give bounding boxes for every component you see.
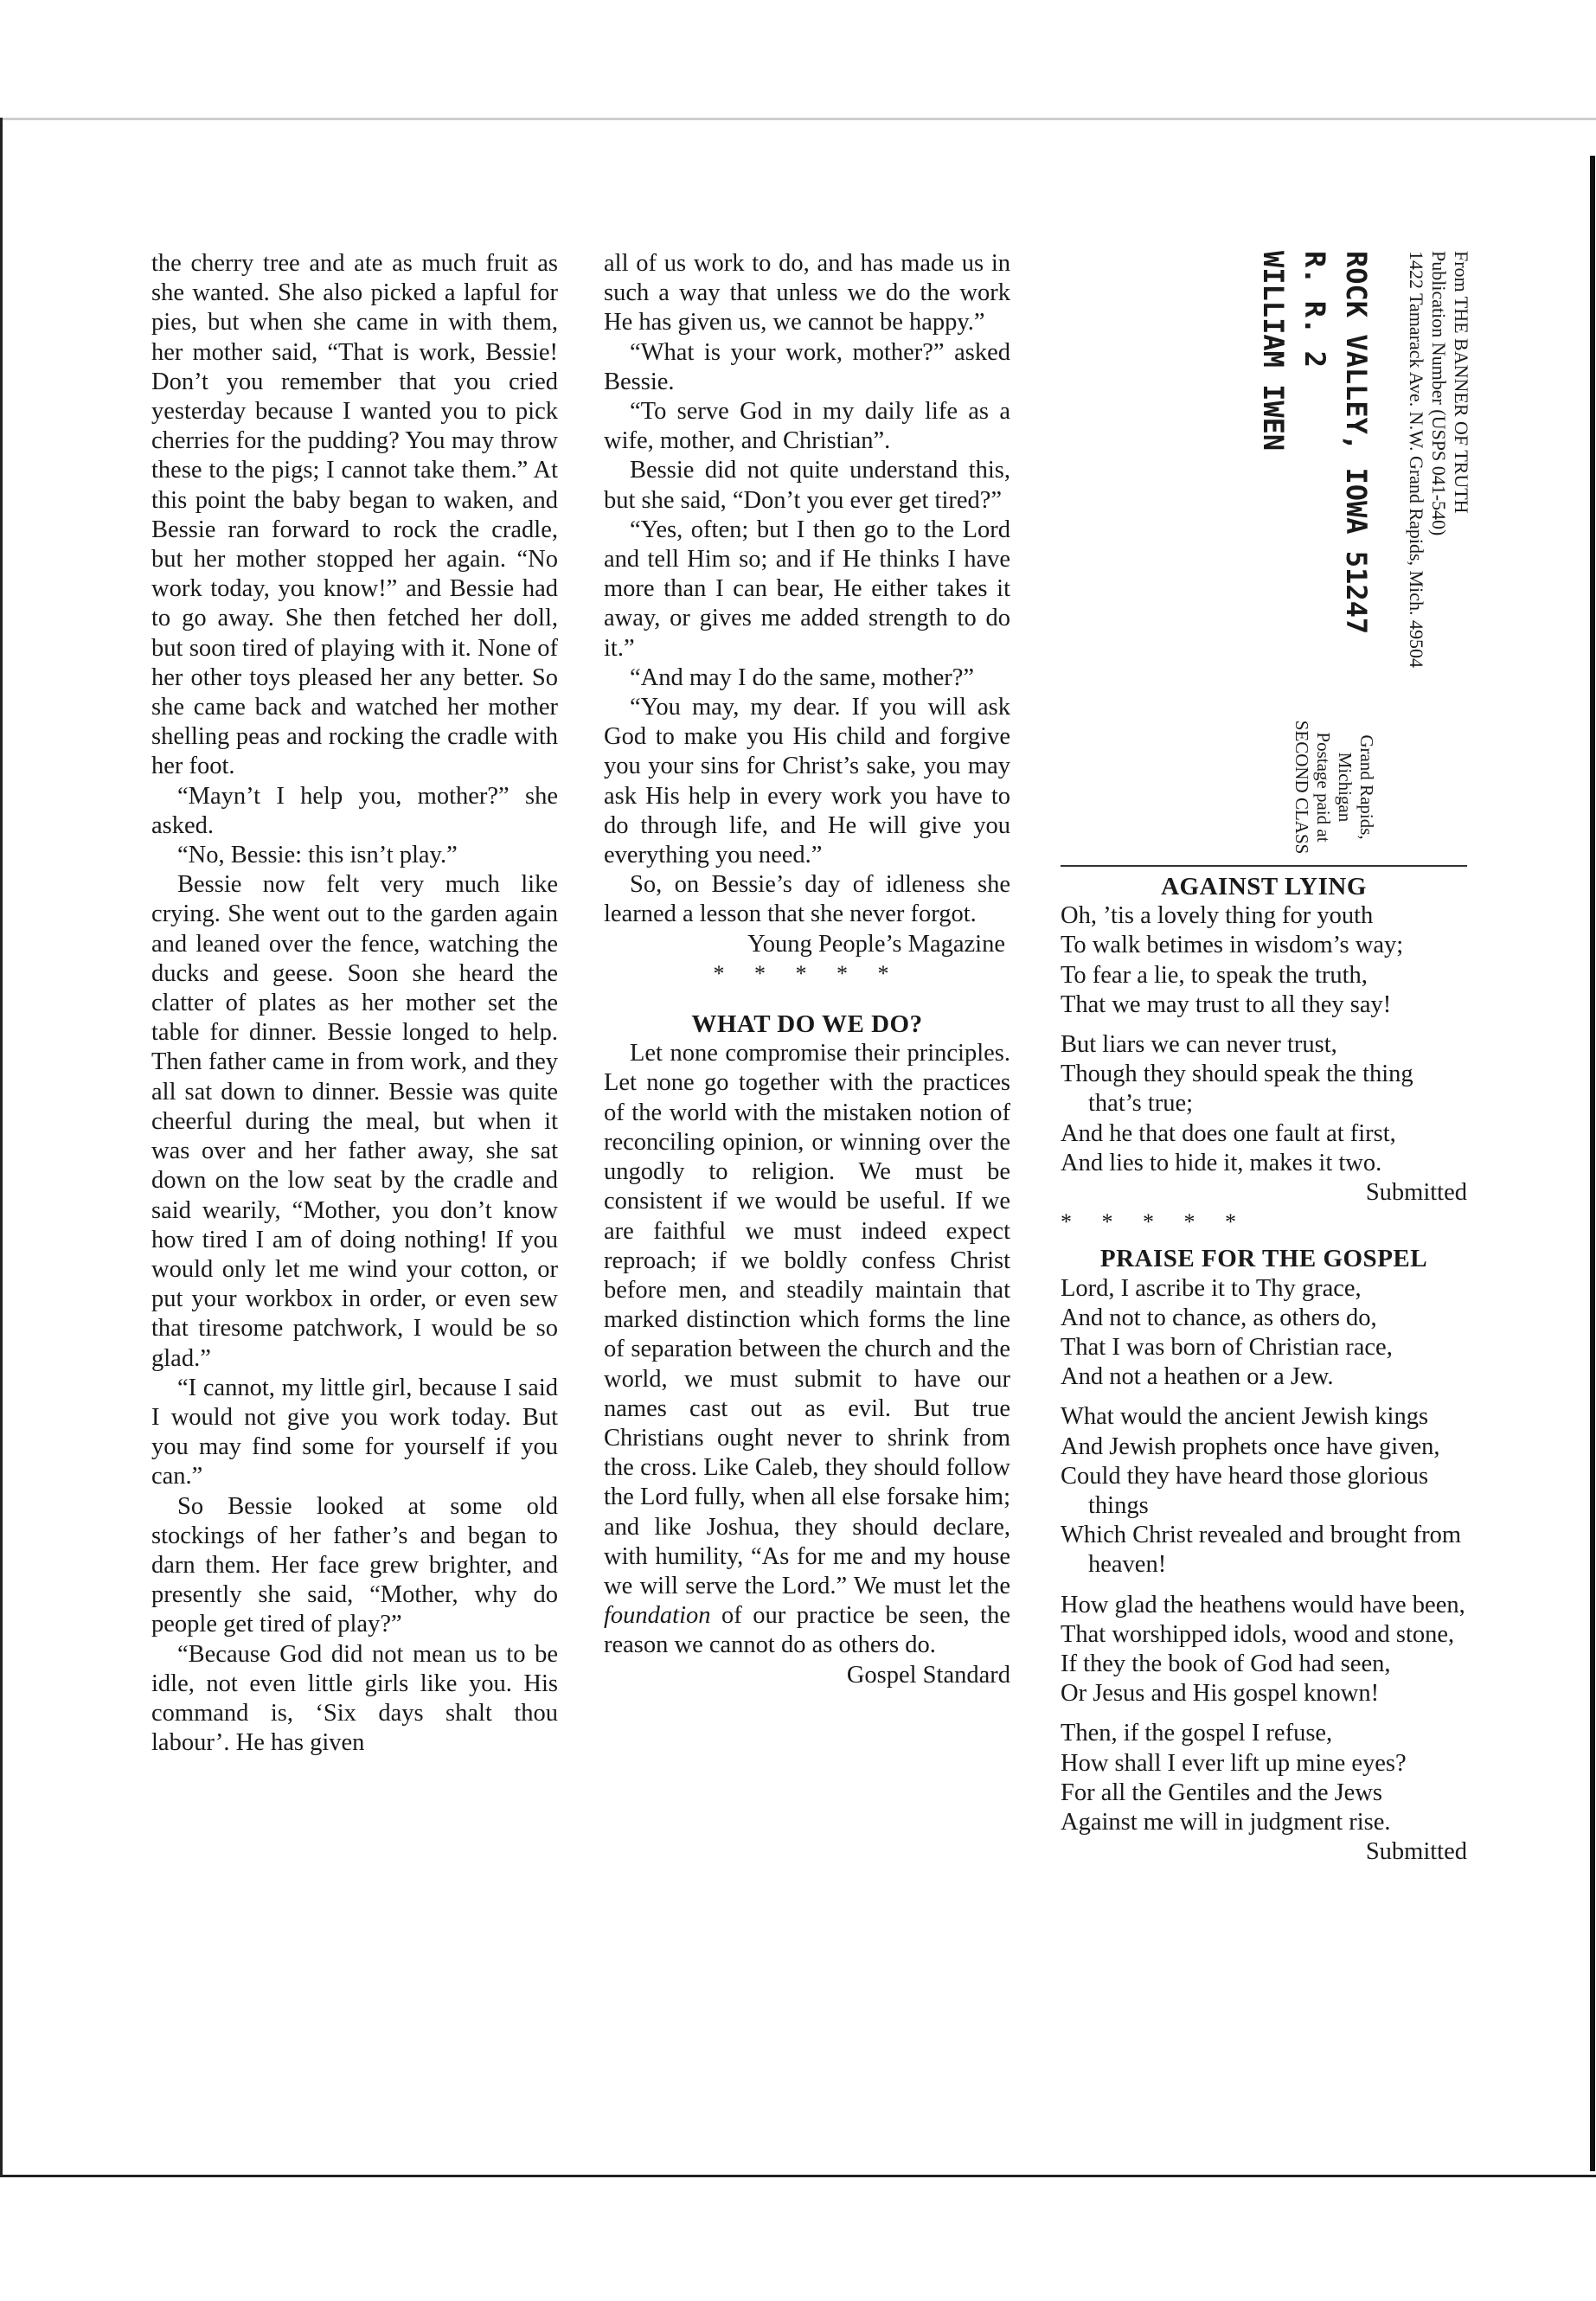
story-paragraph: “To serve God in my daily life as a wife, mother, and Christian”. [604,398,1010,455]
mailing-label [1074,251,1472,855]
poem-stanza: Oh, ’tis a lovely thing for youth To walk betimes in wisdom’s way; To fear a lie, to speak the truth, That we may trust to all they say! [1061,902,1404,1018]
story-paragraph: the cherry tree and ate as much fruit as she wanted. She also picked a lapful for pies, but when she came in with them, her mother said, “That is work, Bessie! Don’t you remember that you cried yesterday because I wanted you to pick cherries for the pudding? You may throw these to the pigs; I cannot take them.” At this point the baby began to waken, and Bessie ran forward to rock the cradle, but her mother stopped her again. “No work today, you know!” and Bessie had to go away. She then fetched her doll, but soon tired of playing with it. None of her other toys pleased her any better. So she came back and watched her mother shelling peas and rocking the cradle with her foot. [151,250,558,780]
poem-column [1061,872,1467,1868]
article-body: Let none compromise their principles. Let none go together with the practices of the world with the mistaken notion of reconciling opinion, or winning over the ungodly to religion. We must be consistent if we would be useful. If we are faithful we must indeed expect reproach; if we boldly confess Christ before men, and steadily maintain that marked distinction which forms the line of separation between the church and the world, we must submit to have our names cast out as evil. But true Christians ought never to shrink from the cross. Like Caleb, they should follow the Lord fully, when all else forsake him; and like Joshua, they should declare, with humility, “As for me and my house we will serve the Lord.” We must let the foundation of our practice be seen, the reason we cannot do as others do. [604,1040,1010,1659]
story-paragraph: “I cannot, my little girl, because I said I would not give you work today. But you may find some for yourself if you can.” [151,1374,558,1490]
poem-stanza: What would the ancient Jewish kings And Jewish prophets once have given, Could they have heard those glorious things Which Christ revealed and brought from heaven! [1061,1403,1461,1579]
story-paragraph: “You may, my dear. If you will ask God to make you His child and forgive you your sins for Christ’s sake, you may ask His help in every work you have to do through life, and He will give you everything you need.” [604,694,1010,869]
page-right-edge [1590,156,1595,2171]
story-source: Young People’s Magazine [747,930,1005,958]
story-paragraph: So Bessie looked at some old stockings of her father’s and began to darn them. Her face grew brighter, and presently she said, “Mother, why do people get tired of play?” [151,1492,558,1638]
poem-title-against-lying: AGAINST LYING [1161,873,1367,901]
story-column-1 [151,249,558,1758]
poem-title-praise-gospel: PRAISE FOR THE GOSPEL [1099,1245,1428,1273]
poem-stanza: Then, if the gospel I refuse, How shall I ever lift up mine eyes? For all the Gentiles and the Jews Against me will in judgment rise. [1061,1720,1407,1836]
article-heading: WHAT DO WE DO? [691,1010,923,1039]
story-paragraph: “No, Bessie: this isn’t play.” [177,842,458,869]
recipient-address [1253,251,1377,701]
story-paragraph: Bessie did not quite understand this, but she said, “Don’t you ever get tired?” [604,457,1010,514]
recipient-name: WILLIAM IWEN [1257,251,1290,452]
poem-source: Submitted [1365,1179,1467,1207]
page-bottom-edge [0,2175,1596,2177]
story-paragraph: “Mayn’t I help you, mother?” she asked. [151,782,558,839]
story-paragraph: Bessie now felt very much like crying. She went out to the garden again and leaned over the fence, watching the ducks and geese. Soon she heard the clatter of plates as her mother set the table for dinner. Bessie longed to help. Then father came in from work, and they all sat down to dinner. Bessie was quite cheerful during the meal, but when it was over and her father away, she sat down on the low seat by the cradle and said wearily, “Mother, you don’t know how tired I am of doing nothing! If you would only let me wind your cotton, or put your workbox in order, or even sew that tiresome patchwork, I would be so glad.” [151,871,558,1372]
section-divider-stars: * * * * * [1061,1209,1248,1235]
story-paragraph: “Yes, often; but I then go to the Lord and tell Him so; and if He thinks I have more than I can bear, He either takes it away, or gives me added strength to do it.” [604,516,1010,662]
story-column-2 [604,249,1010,1690]
story-paragraph: “Because God did not mean us to be idle, not even little girls like you. His command is, ‘Six days shalt thou labour’. He has given [151,1640,558,1757]
story-paragraph: So, on Bessie’s day of idleness she learned a lesson that she never forgot. [604,871,1010,928]
page-top-edge [0,118,1596,120]
poem-stanza: Lord, I ascribe it to Thy grace, And not to chance, as others do, That I was born of Christian race, And not a heathen or a Jew. [1061,1274,1393,1391]
publisher-info: From THE BANNER OF TRUTH Publication Number (USPS 041-540) 1422 Tamarack Ave. N.W. Grand Rapids, Mich. 49504 [1406,251,1472,668]
story-paragraph: “And may I do the same, mother?” [630,663,975,691]
story-paragraph: “What is your work, mother?” asked Bessie. [604,338,1010,395]
poem-stanza: But liars we can never trust, Though they should speak the thing that’s true; And he that does one fault at first, And lies to hide it, makes it two. [1061,1031,1413,1176]
story-paragraph: all of us work to do, and has made us in such a way that unless we do the work He has given us, we cannot be happy.” [604,250,1010,336]
poem-stanza: How glad the heathens would have been, That worshipped idols, wood and stone, If they the book of God had seen, Or Jesus and His gospel known! [1061,1591,1465,1708]
label-divider-rule [1061,865,1467,867]
page-left-edge [0,118,3,2176]
emphasis-foundation: foundation [604,1602,711,1630]
article-source: Gospel Standard [846,1661,1010,1689]
postage-indicia: Grand Rapids, Michigan Postage paid at SECOND CLASS [1292,720,1377,855]
poem-source: Submitted [1365,1838,1467,1866]
section-divider-stars: * * * * * [713,960,901,986]
recipient-city: ROCK VALLEY, IOWA 51247 [1340,251,1373,635]
recipient-route: R. R. 2 [1298,251,1331,368]
